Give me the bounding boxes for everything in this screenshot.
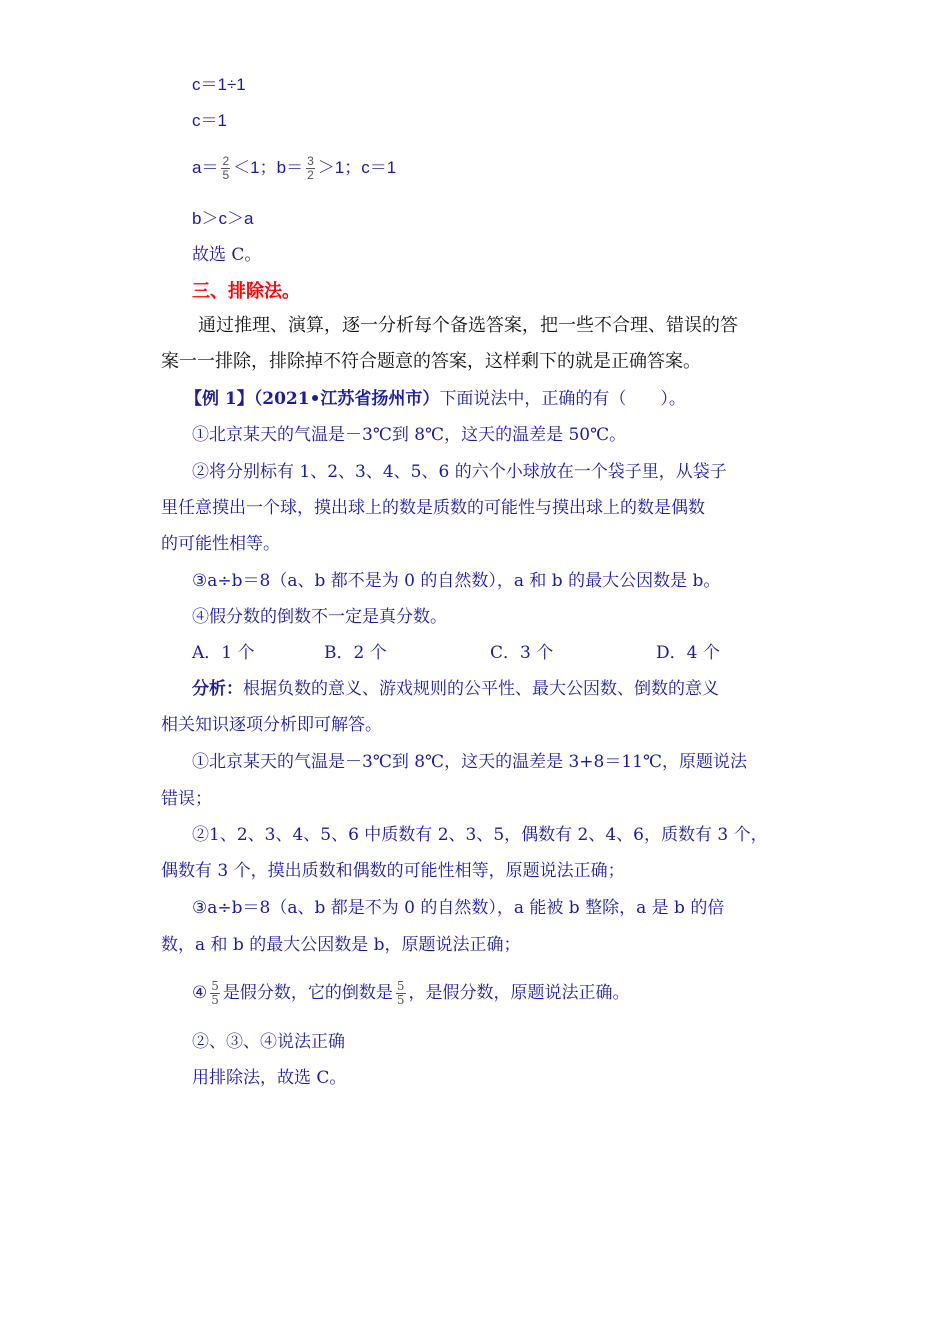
- calc-line-1: c＝1÷1: [192, 75, 246, 94]
- section-intro-line-2: 案一一排除，排除掉不符合题意的答案，这样剩下的就是正确答案。: [161, 351, 701, 372]
- option-a: A．1 个: [192, 643, 255, 663]
- fraction-denominator: 5: [222, 168, 230, 182]
- calc-line-3: [192, 155, 396, 182]
- fraction-denominator: 2: [307, 168, 314, 182]
- fraction-b: [306, 155, 315, 182]
- calc-text: ＜1；b＝: [233, 157, 304, 177]
- calc-line-4: b＞c＞a: [192, 209, 254, 228]
- analysis-point-2-line-2: 偶数有 3 个，摸出质数和偶数的可能性相等，原题说法正确；: [161, 861, 625, 881]
- example-question: 下面说法中，正确的有（ ）。: [439, 389, 686, 409]
- statement-2-line-3: 的可能性相等。: [161, 534, 280, 554]
- analysis-conclusion: 用排除法，故选 C。: [192, 1068, 347, 1088]
- statement-3: ③a÷b＝8（a、b 都不是为 0 的自然数），a 和 b 的最大公因数是 b。: [192, 571, 721, 591]
- example-source: （2021•江苏省扬州市）: [253, 389, 440, 409]
- example-label: 【例 1】: [185, 389, 254, 409]
- statement-2-line-1: ②将分别标有 1、2、3、4、5、6 的六个小球放在一个袋子里，从袋子: [192, 462, 727, 482]
- calc-line-2: c＝1: [192, 111, 227, 130]
- option-c: C．3 个: [490, 643, 554, 663]
- fraction-numerator: 3: [307, 154, 314, 168]
- analysis-text: ，是假分数，原题说法正确。: [408, 983, 630, 1003]
- example-header: [185, 387, 686, 411]
- calc-text: ＞1；c＝1: [317, 157, 397, 177]
- answer-options: [192, 641, 720, 665]
- analysis-point-2-line-1: ②1、2、3、4、5、6 中质数有 2、3、5，偶数有 2、4、6，质数有 3 个，: [192, 825, 768, 845]
- analysis-line-1: [192, 677, 719, 701]
- fraction-numerator: 2: [222, 154, 230, 168]
- analysis-point-3-line-1: ③a÷b＝8（a、b 都是不为 0 的自然数），a 能被 b 整除，a 是 b 的倍: [192, 898, 725, 918]
- statement-4: ④假分数的倒数不一定是真分数。: [192, 607, 447, 627]
- analysis-point-1-line-1: ①北京某天的气温是－3℃到 8℃，这天的温差是 3+8＝11℃，原题说法: [192, 752, 747, 772]
- calc-line-5: 故选 C。: [192, 245, 262, 265]
- analysis-point-4: [192, 980, 630, 1007]
- fraction-numerator: 5: [396, 979, 405, 993]
- analysis-label: 分析：: [192, 679, 243, 699]
- analysis-text: 根据负数的意义、游戏规则的公平性、最大公因数、倒数的意义: [243, 679, 719, 699]
- analysis-text: ④: [192, 983, 208, 1003]
- fraction-denominator: 5: [211, 993, 219, 1007]
- analysis-summary: ②、③、④说法正确: [192, 1032, 345, 1052]
- fraction-five-fifths: [210, 980, 220, 1007]
- analysis-point-3-line-2: 数，a 和 b 的最大公因数是 b，原题说法正确；: [161, 935, 521, 955]
- analysis-point-1-line-2: 错误；: [161, 789, 212, 809]
- statement-1: ①北京某天的气温是－3℃到 8℃，这天的温差是 50℃。: [192, 425, 627, 445]
- fraction-reciprocal: [396, 980, 406, 1007]
- section-intro-line-1: 通过推理、演算，逐一分析每个备选答案，把一些不合理、错误的答: [198, 315, 738, 336]
- fraction-denominator: 5: [396, 993, 405, 1007]
- section-heading: 三、排除法。: [192, 281, 300, 302]
- analysis-text: 是假分数，它的倒数是: [222, 983, 393, 1003]
- analysis-line-2: 相关知识逐项分析即可解答。: [161, 715, 382, 735]
- fraction-numerator: 5: [211, 979, 219, 993]
- statement-2-line-2: 里任意摸出一个球，摸出球上的数是质数的可能性与摸出球上的数是偶数: [161, 498, 705, 518]
- option-b: B．2 个: [324, 643, 387, 663]
- option-d: D．4 个: [656, 643, 720, 663]
- calc-text: a＝: [192, 157, 219, 177]
- fraction-a: [221, 155, 230, 182]
